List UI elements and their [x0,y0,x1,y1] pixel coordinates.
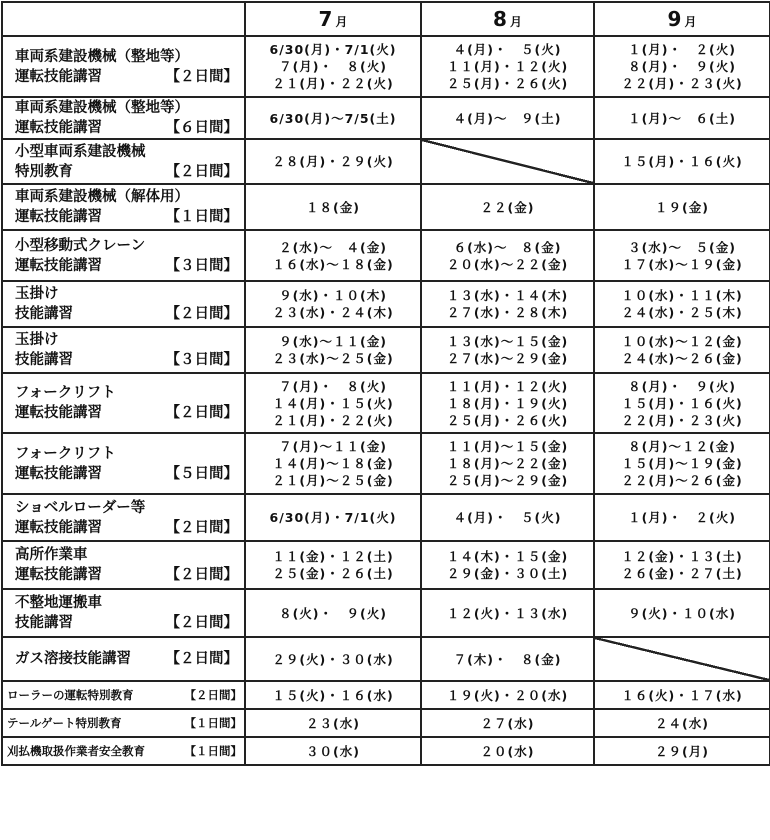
course-name-line: 技能講習 [15,352,73,368]
course-last-line [15,464,244,484]
session-date: ２２(月)～２６(金) [621,473,743,488]
session-date: ８(月)～１２(金) [628,439,736,454]
session-date: １４(木)・１５(金) [446,549,569,564]
session-date: ２０(水)～２２(金) [446,256,569,272]
table-row [2,681,770,709]
table-row [2,327,770,373]
session-date-cell-m7 [245,36,421,97]
session-date: ２７(水)・２８(木) [446,305,569,320]
training-schedule-table [1,1,770,766]
course-name-cell [2,36,245,97]
table-row [2,184,770,230]
course-duration: 【２日間】 [184,688,242,702]
session-date-cell-m9 [594,541,770,589]
course-last-line [15,565,244,585]
session-date: ９(火)・１０(水) [628,605,736,621]
session-date: ６(水)～ ８(金) [453,239,562,255]
session-date: ８(月)・ ９(火) [628,378,736,394]
month-unit: 月 [509,15,522,29]
course-name-cell [2,139,245,184]
session-date: ２４(水)・２５(木) [621,305,743,320]
session-date-cell-m7 [245,281,421,327]
table-row [2,97,770,139]
no-session-cell [421,139,594,184]
session-date-cell-m7 [245,709,421,737]
session-date-cell-m7 [245,373,421,433]
session-date: ２４(水) [655,715,709,731]
course-last-line [15,256,244,276]
session-date: １(月)・ ２(火) [628,510,736,525]
table-row [2,541,770,589]
session-date: ２９(金)・３０(土) [446,566,569,581]
session-date: ２６(金)・２７(土) [621,566,743,581]
session-date: １０(水)・１１(木) [621,288,743,303]
month-number: 8 [493,7,507,31]
course-name-line: 車両系建設機械（整地等） [15,48,189,65]
month-unit: 月 [684,15,697,29]
session-date: １９(火)・２０(水) [446,687,569,703]
course-name-line: ガス溶接技能講習 [15,651,131,667]
course-name-line: 運転技能講習 [15,567,102,583]
session-date-cell-m9 [594,184,770,230]
session-date-cell-m7 [245,139,421,184]
session-date: ８(月)・ ９(火) [628,59,736,74]
course-name-line: テールゲート特別教育 [7,716,122,730]
course-last-line [7,743,244,759]
session-date: ２１(月)・２２(火) [272,76,394,91]
session-date: １８(金) [306,199,360,215]
course-name-line: 車両系建設機械（整地等） [15,100,189,116]
session-date: ２９(月) [655,743,709,759]
session-date-cell-m8 [421,541,594,589]
course-name-line: フォークリフト [15,385,116,401]
month-header-7 [245,2,421,36]
session-date-cell-m7 [245,327,421,373]
session-date: ２３(水) [306,715,360,731]
table-row [2,36,770,97]
session-date: １３(水)・１４(木) [446,288,569,303]
course-duration: 【１日間】 [184,716,242,730]
session-date-cell-m9 [594,433,770,494]
table-row [2,139,770,184]
session-date: １１(月)・１２(火) [446,59,569,74]
session-date: 6/30(月)～7/5(土) [269,110,397,126]
session-date: ２８(月)・２９(火) [272,154,394,169]
session-date: １８(月)～２２(金) [446,456,569,471]
session-date-cell-m9 [594,230,770,281]
course-last-line [15,649,244,669]
table-row [2,281,770,327]
table-row [2,230,770,281]
session-date: ２０(水) [480,743,535,759]
session-date: １９(金) [655,199,709,215]
session-date: ７(月)・ ８(火) [279,378,387,394]
course-last-line [7,715,244,731]
course-duration: 【２日間】 [165,519,238,536]
course-name-line: 運転技能講習 [15,209,102,225]
schedule-body [2,36,770,765]
course-name-cell [2,184,245,230]
course-name-cell [2,737,245,765]
session-date-cell-m7 [245,97,421,139]
session-date-cell-m8 [421,681,594,709]
session-date: ２３(水)～２５(金) [272,351,394,366]
session-date: ２７(水)～２９(金) [446,351,569,366]
session-date: ７(月)・ ８(火) [279,59,387,74]
course-duration: 【１日間】 [184,744,242,758]
course-name-line: 運転技能講習 [15,257,102,274]
course-name-line: 運転技能講習 [15,405,102,421]
session-date-cell-m7 [245,433,421,494]
course-name-cell [2,494,245,541]
session-date: １０(水)～１２(金) [621,334,743,349]
course-last-line [15,118,244,138]
course-name-line: 運転技能講習 [15,120,102,136]
course-name-line: 技能講習 [15,306,73,322]
table-row [2,433,770,494]
session-date-cell-m8 [421,184,594,230]
course-duration: 【３日間】 [165,257,238,274]
course-name-cell [2,541,245,589]
course-name-cell [2,589,245,637]
course-name-cell [2,97,245,139]
course-name-line: 小型移動式クレーン [15,237,146,254]
session-date: ２(水)～ ４(金) [279,239,387,255]
session-date: １５(月)・１６(火) [621,154,743,169]
session-date: １２(火)・１３(水) [446,605,569,621]
course-name-line: ローラーの運転特別教育 [7,688,134,702]
table-row [2,637,770,681]
course-name-cell [2,681,245,709]
session-date: ２５(月)～２９(金) [446,473,569,488]
session-date: ９(水)・１０(木) [279,288,387,303]
session-date: 6/30(月)・7/1(火) [269,510,397,525]
course-name-cell [2,433,245,494]
session-date-cell-m9 [594,373,770,433]
course-name-cell [2,230,245,281]
course-name-cell [2,327,245,373]
session-date-cell-m8 [421,97,594,139]
session-date-cell-m8 [421,494,594,541]
course-last-line [15,403,244,423]
session-date: ８(火)・ ９(火) [279,605,387,621]
session-date-cell-m8 [421,373,594,433]
course-duration: 【５日間】 [165,465,238,482]
course-name-line: 運転技能講習 [15,519,102,536]
course-name-cell [2,637,245,681]
session-date-cell-m7 [245,541,421,589]
session-date-cell-m9 [594,97,770,139]
table-row [2,494,770,541]
course-last-line [15,304,244,324]
session-date-cell-m8 [421,36,594,97]
session-date-cell-m9 [594,281,770,327]
session-date: １５(火)・１６(水) [272,687,394,703]
course-name-line: 不整地運搬車 [15,595,102,611]
course-last-line [15,162,244,182]
session-date: ２２(金) [480,199,535,215]
session-date-cell-m8 [421,230,594,281]
session-date: ７(月)～１１(金) [279,439,387,454]
month-header-9 [594,2,770,36]
month-number: 7 [318,7,333,31]
month-unit: 月 [335,15,348,29]
session-date: ２２(月)・２３(火) [621,412,743,428]
session-date-cell-m7 [245,589,421,637]
session-date: ２１(月)・２２(火) [272,412,394,428]
session-date-cell-m8 [421,281,594,327]
session-date: ２５(金)・２６(土) [272,566,394,581]
course-name-cell [2,709,245,737]
session-date-cell-m8 [421,737,594,765]
session-date-cell-m8 [421,433,594,494]
session-date: １(月)～ ６(土) [628,110,736,126]
course-name-cell [2,373,245,433]
course-name-line: 車両系建設機械（解体用） [15,189,189,205]
session-date-cell-m8 [421,589,594,637]
session-date-cell-m7 [245,184,421,230]
course-name-line: 技能講習 [15,615,73,631]
session-date: ４(月)・ ５(火) [453,510,562,525]
session-date: １３(水)～１５(金) [446,334,569,349]
course-last-line [15,518,244,538]
course-last-line [7,687,244,703]
session-date: １１(月)～１５(金) [446,439,569,454]
session-date: ３(水)～ ５(金) [628,239,736,255]
session-date-cell-m8 [421,637,594,681]
course-duration: 【２日間】 [165,567,238,583]
session-date-cell-m8 [421,327,594,373]
session-date: １６(火)・１７(水) [621,687,743,703]
course-duration: 【６日間】 [165,120,238,136]
header-blank-cell [2,2,245,36]
session-date: １４(月)～１８(金) [272,456,394,471]
course-duration: 【２日間】 [165,405,238,421]
course-last-line [15,67,244,87]
session-date: ７(木)・ ８(金) [453,651,562,667]
session-date-cell-m9 [594,589,770,637]
session-date: ２４(水)～２６(金) [621,351,743,366]
course-name-line: 高所作業車 [15,547,88,563]
session-date: １５(月)～１９(金) [621,456,743,471]
course-duration: 【２日間】 [165,615,238,631]
session-date: １２(金)・１３(土) [621,549,743,564]
course-name-line: 小型車両系建設機械 [15,143,146,160]
session-date-cell-m8 [421,709,594,737]
session-date: ２９(火)・３０(水) [272,651,394,667]
month-header-8 [421,2,594,36]
course-name-line: 玉掛け [15,332,59,348]
course-duration: 【２日間】 [165,306,238,322]
session-date: ４(月)～ ９(土) [453,110,562,126]
course-name-line: ショベルローダー等 [15,499,146,516]
course-name-line: 運転技能講習 [15,465,102,482]
course-duration: 【２日間】 [165,651,238,667]
session-date: ２７(水) [480,715,535,731]
session-date: １８(月)・１９(火) [446,395,569,411]
session-date: 6/30(月)・7/1(火) [269,42,397,57]
course-duration: 【３日間】 [165,352,238,368]
session-date: ２３(水)・２４(木) [272,305,394,320]
course-duration: 【２日間】 [165,68,238,85]
session-date: １１(月)・１２(火) [446,378,569,394]
course-duration: 【２日間】 [165,163,238,180]
course-duration: 【１日間】 [165,209,238,225]
table-row [2,709,770,737]
session-date: １５(月)・１６(火) [621,395,743,411]
session-date: １６(水)～１８(金) [272,256,394,272]
session-date-cell-m9 [594,709,770,737]
course-name-line: 刈払機取扱作業者安全教育 [7,744,145,758]
session-date-cell-m7 [245,681,421,709]
session-date: ２５(月)・２６(火) [446,412,569,428]
session-date: ４(月)・ ５(火) [453,42,562,57]
course-name-cell [2,281,245,327]
session-date-cell-m9 [594,36,770,97]
course-name-line: 玉掛け [15,286,59,302]
session-date-cell-m9 [594,494,770,541]
session-date: ９(水)～１１(金) [279,334,387,349]
month-header-row [2,2,770,36]
table-row [2,373,770,433]
course-last-line [15,207,244,227]
session-date-cell-m7 [245,230,421,281]
course-last-line [15,613,244,633]
session-date: ２１(月)～２５(金) [272,473,394,488]
table-row [2,589,770,637]
session-date: ２５(月)・２６(火) [446,76,569,91]
session-date: １１(金)・１２(土) [272,549,394,564]
session-date: １４(月)・１５(火) [272,395,394,411]
session-date: ２２(月)・２３(火) [621,76,743,91]
session-date-cell-m7 [245,637,421,681]
no-session-cell [594,637,770,681]
session-date-cell-m9 [594,139,770,184]
table-row [2,737,770,765]
course-name-line: フォークリフト [15,445,116,462]
session-date: ３０(水) [306,743,360,759]
session-date: １７(水)～１９(金) [621,256,743,272]
course-name-line: 特別教育 [15,163,73,180]
course-last-line [15,350,244,370]
session-date-cell-m9 [594,737,770,765]
session-date-cell-m7 [245,494,421,541]
session-date-cell-m7 [245,737,421,765]
session-date-cell-m9 [594,327,770,373]
session-date: １(月)・ ２(火) [628,42,736,57]
session-date-cell-m9 [594,681,770,709]
course-name-line: 運転技能講習 [15,68,102,85]
month-number: 9 [667,7,682,31]
